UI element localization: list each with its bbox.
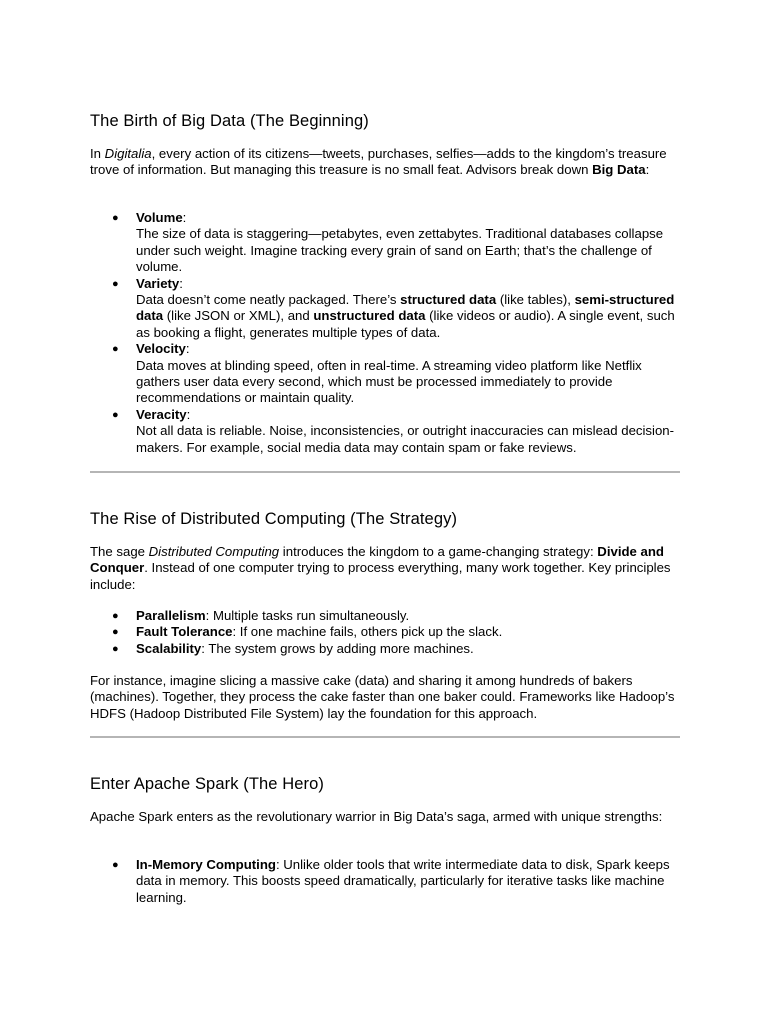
bullet-icon: ● — [112, 277, 119, 290]
list-item-in-memory-computing: ● In-Memory Computing: Unlike older tools that write intermediate data to disk, Spark keeps data in memory. This boosts speed dramatically, particularly for iterative tasks like machine learning. — [112, 857, 670, 905]
section-closing-distributed-computing: For instance, imagine slicing a massive cake (data) and sharing it among hundreds of bakers (machines). Together, they process the cake faster than one baker could. Frameworks like Hadoop’s HDFS (Hadoop Distributed File System) lay the foundation for this approach. — [90, 673, 675, 721]
bullet-icon: ● — [112, 859, 119, 871]
bullet-icon: ● — [112, 642, 119, 655]
principles-list — [90, 608, 680, 657]
section-heading-big-data: The Birth of Big Data (The Beginning) — [90, 112, 369, 130]
bullet-icon: ● — [112, 343, 119, 356]
big-data-list — [90, 210, 680, 456]
list-item-veracity: ● Veracity: Not all data is reliable. Noise, inconsistencies, or outright inaccuracies can mislead decision-makers. For example, social media data may contain spam or fake reviews. — [112, 406, 675, 455]
horizontal-divider — [90, 471, 680, 473]
bullet-icon: ● — [112, 212, 119, 224]
list-item-parallelism: ● Parallelism: Multiple tasks run simultaneously. — [112, 608, 410, 623]
bullet-icon: ● — [112, 408, 119, 421]
list-item-fault-tolerance: ● Fault Tolerance: If one machine fails, others pick up the slack. — [112, 624, 503, 640]
list-item-scalability: ● Scalability: The system grows by adding more machines. — [112, 640, 474, 656]
section-heading-distributed-computing: The Rise of Distributed Computing (The Strategy) — [90, 510, 458, 528]
list-item-variety: ● Variety: Data doesn’t come neatly packaged. There’s structured data (like tables), semi-structured data (like JSON or XML), and unstructured data (like videos or audio). A single event, such as booking a flight, generates multiple types of data. — [112, 275, 675, 340]
section-intro-big-data: In Digitalia, every action of its citizens—tweets, purchases, selfies—adds to the kingdom’s treasure trove of information. But managing this treasure is no small feat. Advisors break down Big Data: — [90, 146, 667, 178]
horizontal-divider — [90, 736, 680, 738]
list-item-velocity: ● Velocity: Data moves at blinding speed, often in real-time. A streaming video platform like Netflix gathers user data every second, which must be processed immediately to provide recommendations or maintain quality. — [112, 341, 642, 406]
spark-strengths-list — [90, 857, 680, 906]
section-intro-apache-spark: Apache Spark enters as the revolutionary warrior in Big Data’s saga, armed with unique strengths: — [90, 809, 663, 824]
list-item-volume: ● Volume: The size of data is staggering—petabytes, even zettabytes. Traditional databases collapse under such weight. Imagine tracking every grain of sand on Earth; that’s the challenge of volume. — [112, 210, 664, 275]
bullet-icon: ● — [112, 626, 119, 639]
section-intro-distributed-computing: The sage Distributed Computing introduces the kingdom to a game-changing strategy: Divide and Conquer. Instead of one computer trying to process everything, many work together. Key principles include: — [90, 544, 671, 592]
section-heading-apache-spark: Enter Apache Spark (The Hero) — [90, 775, 325, 793]
bullet-icon: ● — [112, 610, 119, 622]
